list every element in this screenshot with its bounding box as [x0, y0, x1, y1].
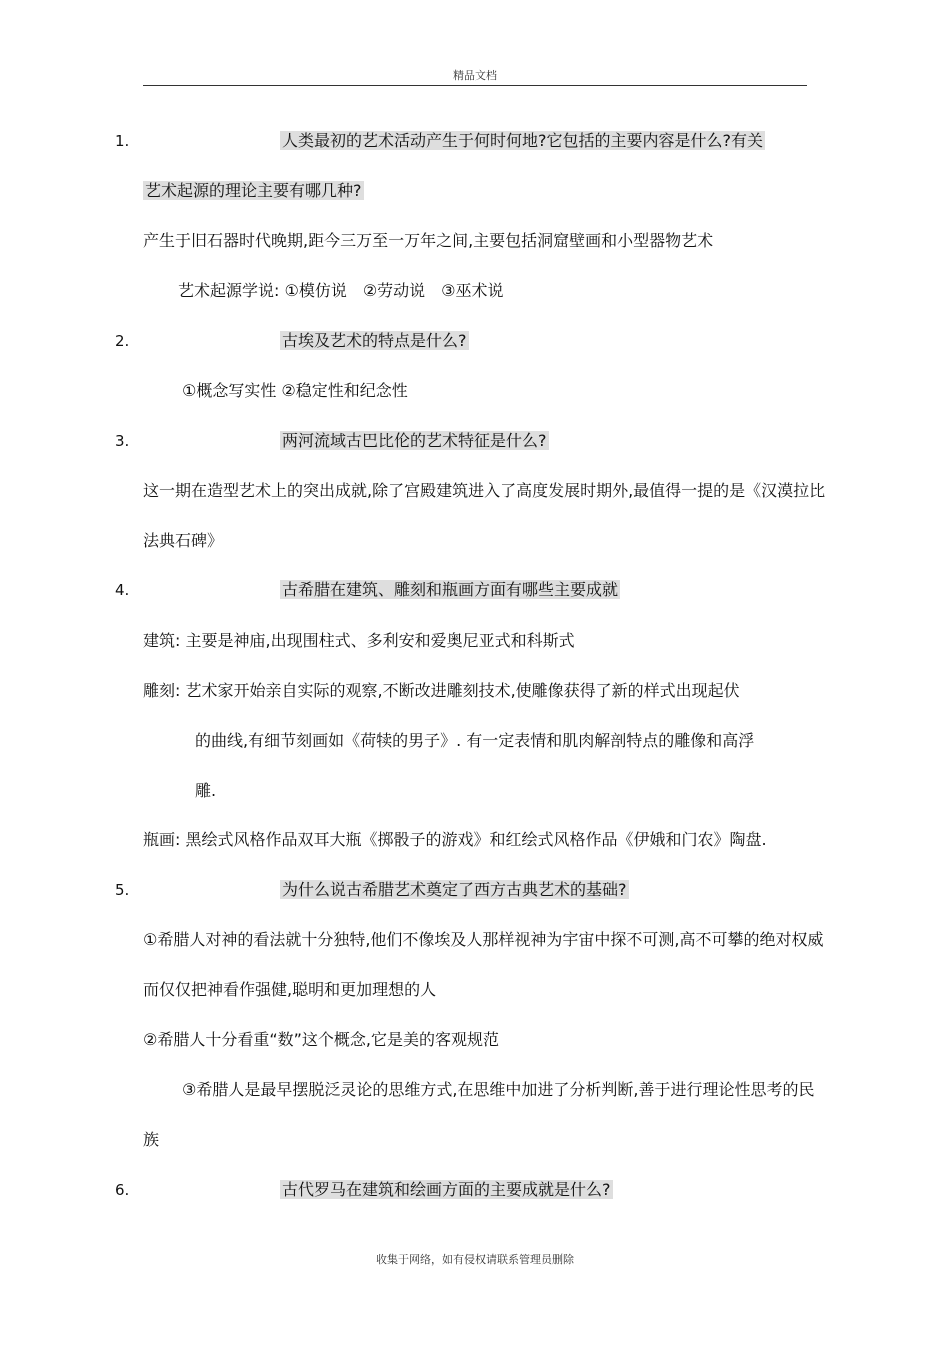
item-number-3: 3. — [115, 432, 130, 450]
question-highlight: 古代罗马在建筑和绘画方面的主要成就是什么? — [282, 1180, 611, 1199]
answer-4-line-2: 雕刻: 艺术家开始亲自实际的观察,不断改进雕刻技术,使雕像获得了新的样式出现起伏 — [143, 681, 740, 700]
answer-4-line-4: 雕. — [195, 781, 217, 800]
question-highlight: 为什么说古希腊艺术奠定了西方古典艺术的基础? — [282, 880, 627, 899]
question-5-line-1 — [280, 877, 629, 903]
page-header-label: 精品文档 — [453, 69, 497, 82]
question-highlight: 人类最初的艺术活动产生于何时何地?它包括的主要内容是什么?有关 — [282, 131, 763, 150]
item-number-6: 6. — [115, 1181, 130, 1199]
question-4-line-1 — [280, 577, 620, 603]
answer-5-line-4: ③希腊人是最早摆脱泛灵论的思维方式,在思维中加进了分析判断,善于进行理论性思考的民 — [182, 1080, 815, 1099]
answer-4-line-3: 的曲线,有细节刻画如《荷犊的男子》. 有一定表情和肌肉解剖特点的雕像和高浮 — [195, 731, 755, 750]
answer-2-line-1: ①概念写实性 ②稳定性和纪念性 — [182, 381, 408, 400]
answer-4-line-5: 瓶画: 黑绘式风格作品双耳大瓶《掷骰子的游戏》和红绘式风格作品《伊娥和门农》陶盘. — [143, 830, 767, 849]
answer-1-line-1: 产生于旧石器时代晚期,距今三万至一万年之间,主要包括洞窟壁画和小型器物艺术 — [143, 231, 714, 250]
question-highlight: 古希腊在建筑、雕刻和瓶画方面有哪些主要成就 — [282, 580, 619, 599]
item-number-1: 1. — [115, 132, 130, 150]
question-highlight: 两河流域古巴比伦的艺术特征是什么? — [282, 431, 547, 450]
answer-4-line-1: 建筑: 主要是神庙,出现围柱式、多利安和爱奥尼亚式和科斯式 — [143, 631, 575, 650]
answer-5-line-2: 而仅仅把神看作强健,聪明和更加理想的人 — [143, 980, 437, 999]
question-6-line-1 — [280, 1177, 613, 1203]
item-number-4: 4. — [115, 581, 130, 599]
question-2-line-1 — [280, 328, 469, 354]
question-highlight: 古埃及艺术的特点是什么? — [282, 331, 467, 350]
answer-5-line-5: 族 — [143, 1130, 160, 1149]
question-highlight: 艺术起源的理论主要有哪几种? — [145, 181, 362, 200]
header-rule — [143, 85, 807, 86]
page-footer: 收集于网络，如有侵权请联系管理员删除 — [376, 1253, 574, 1266]
item-number-5: 5. — [115, 881, 130, 899]
question-1-line-1 — [280, 128, 765, 154]
answer-1-line-2: 艺术起源学说: ①模仿说 ②劳动说 ③巫术说 — [178, 281, 504, 300]
answer-3-line-2: 法典石碑》 — [143, 531, 224, 550]
question-1-line-2 — [143, 178, 364, 204]
question-3-line-1 — [280, 428, 549, 454]
answer-5-line-1: ①希腊人对神的看法就十分独特,他们不像埃及人那样视神为宇宙中探不可测,高不可攀的绝对权威 — [143, 930, 824, 949]
answer-3-line-1: 这一期在造型艺术上的突出成就,除了宫殿建筑进入了高度发展时期外,最值得一提的是《汉漠拉比 — [143, 481, 826, 500]
answer-5-line-3: ②希腊人十分看重“数”这个概念,它是美的客观规范 — [143, 1030, 500, 1049]
item-number-2: 2. — [115, 332, 130, 350]
